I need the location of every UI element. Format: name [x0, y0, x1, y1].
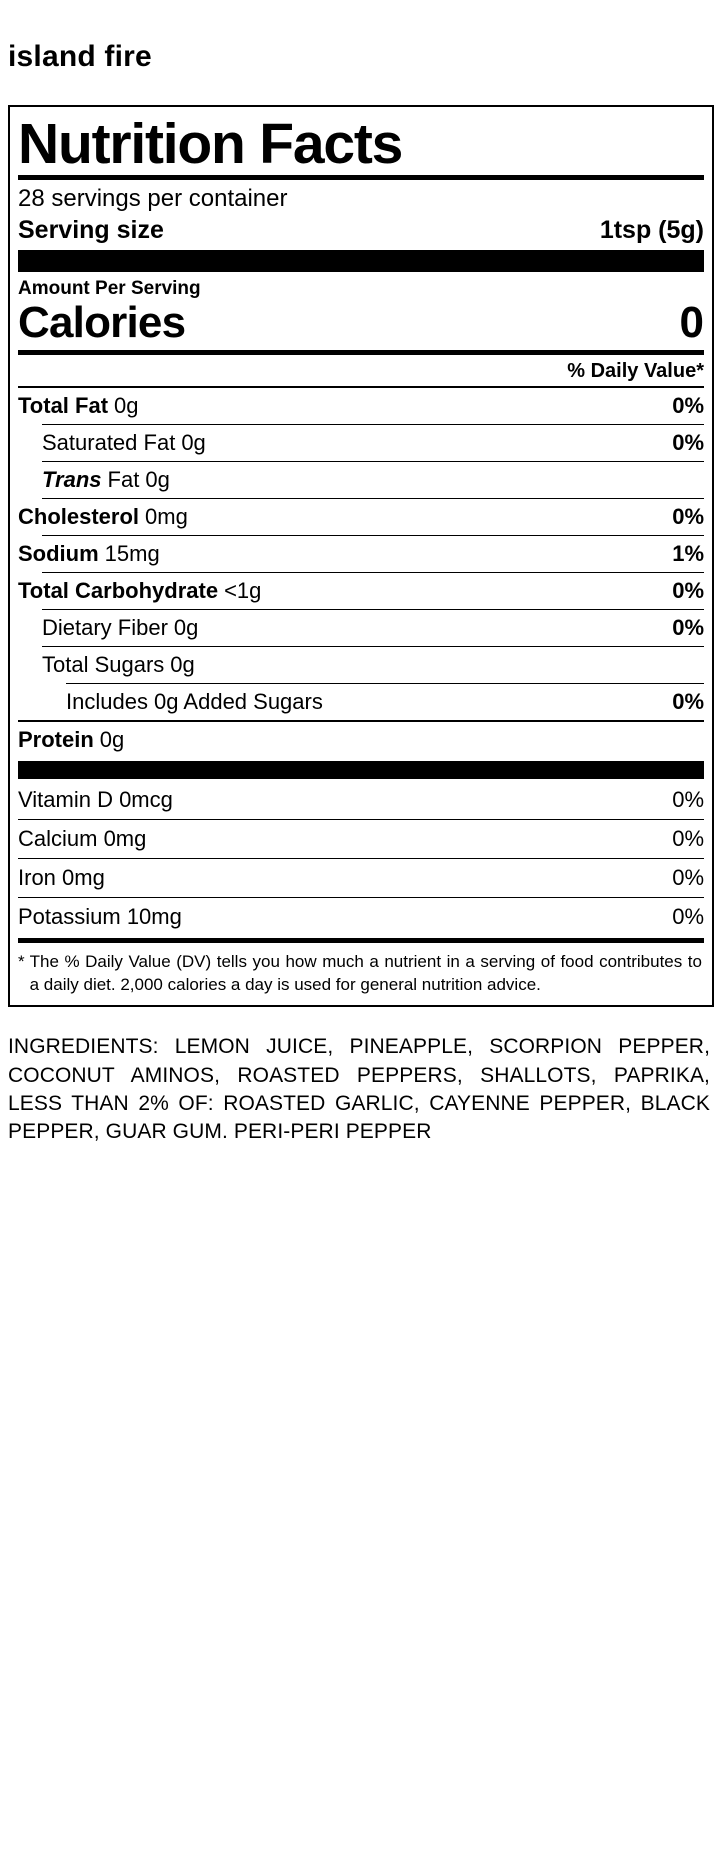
calories-value: 0: [679, 298, 704, 348]
nutrient-value: <1g: [224, 578, 262, 604]
vitamin-dv: 0%: [672, 865, 704, 891]
nutrient-name: Includes 0g Added Sugars: [66, 689, 323, 715]
vitamin-name: Calcium 0mg: [18, 826, 147, 852]
vitamin-row-iron: [18, 859, 704, 897]
nutrient-value: 0g: [173, 615, 199, 641]
footnote-star: *: [18, 952, 25, 972]
amount-per-serving-label: Amount Per Serving: [18, 278, 201, 300]
nutrient-name: Trans: [42, 467, 102, 493]
divider-after-calories: [18, 350, 704, 355]
vitamin-dv: 0%: [672, 826, 704, 852]
vitamin-name: Iron 0mg: [18, 865, 105, 891]
daily-value-header: % Daily Value*: [567, 360, 704, 383]
serving-size-label: Serving size: [18, 216, 164, 245]
nutrient-row-total-fat: [18, 388, 704, 424]
vitamin-row-vitamin-d: [18, 781, 704, 819]
nutrient-row-cholesterol: [18, 499, 704, 535]
nutrient-value: 0g: [99, 727, 125, 753]
nutrient-name: Cholesterol: [18, 504, 140, 530]
daily-value-footnote: [18, 945, 704, 999]
nutrient-row-dietary-fiber: [18, 610, 704, 646]
nutrient-row-total-carbohydrate: [18, 573, 704, 609]
nutrient-dv: 0%: [672, 393, 704, 419]
nutrient-value: 0g: [114, 393, 139, 419]
nutrient-value: Fat 0g: [107, 467, 170, 493]
vitamin-name: Potassium 10mg: [18, 904, 182, 930]
vitamin-row-potassium: [18, 898, 704, 936]
page-title: island fire: [8, 40, 152, 73]
nutrition-facts-heading: Nutrition Facts: [18, 112, 403, 176]
nutrient-dv: 0%: [672, 430, 704, 456]
nutrient-name: Protein: [18, 727, 94, 753]
nutrient-row-protein: [18, 722, 704, 758]
nutrient-dv: 0%: [672, 578, 704, 604]
nutrient-name: Dietary Fiber: [42, 615, 168, 641]
footnote-text: The % Daily Value (DV) tells you how much a nutrient in a serving of food contributes to a daily diet. 2,000 calories a day is used for general nutrition advice.: [29, 952, 702, 995]
serving-size-value: 1tsp (5g): [599, 216, 704, 245]
nutrient-dv: 0%: [672, 615, 704, 641]
divider-thick-before-vitamins: [18, 761, 704, 779]
vitamin-row-calcium: [18, 820, 704, 858]
servings-per-container: 28 servings per container: [18, 185, 288, 213]
nutrient-row-trans-fat: [18, 462, 704, 498]
nutrient-name: Total Carbohydrate: [18, 578, 219, 604]
divider-thick-after-serving-size: [18, 250, 704, 272]
nutrient-dv: 1%: [672, 541, 704, 567]
vitamin-name: Vitamin D 0mcg: [18, 787, 173, 813]
nutrient-row-total-sugars: [18, 647, 704, 683]
nutrient-row-added-sugars: [18, 684, 704, 720]
serving-size-row: [18, 215, 704, 248]
nutrient-value: 0g: [181, 430, 206, 456]
vitamin-dv: 0%: [672, 904, 704, 930]
ingredients-text: INGREDIENTS: LEMON JUICE, PINEAPPLE, SCORPION PEPPER, COCONUT AMINOS, ROASTED PEPPERS, SHALLOTS, PAPRIKA, LESS THAN 2% OF: ROASTED GARLIC, CAYENNE PEPPER, BLACK PEPPER, GUAR GUM. PERI-PERI PEPPER: [8, 1035, 710, 1144]
nutrient-name: Sodium: [18, 541, 99, 567]
calories-row: [18, 300, 704, 348]
nutrition-facts-panel: [8, 105, 714, 1007]
nutrient-row-saturated-fat: [18, 425, 704, 461]
nutrient-name: Total Sugars: [42, 652, 165, 678]
nutrient-name: Saturated Fat: [42, 430, 176, 456]
nutrient-row-sodium: [18, 536, 704, 572]
divider-before-footnote: [18, 938, 704, 943]
nutrient-dv: 0%: [672, 689, 704, 715]
nutrient-value: 15mg: [104, 541, 160, 567]
nutrient-value: 0g: [170, 652, 195, 678]
vitamin-dv: 0%: [672, 787, 704, 813]
nutrient-value: 0mg: [145, 504, 188, 530]
nutrient-name: Total Fat: [18, 393, 109, 419]
nutrient-dv: 0%: [672, 504, 704, 530]
calories-label: Calories: [18, 298, 186, 348]
